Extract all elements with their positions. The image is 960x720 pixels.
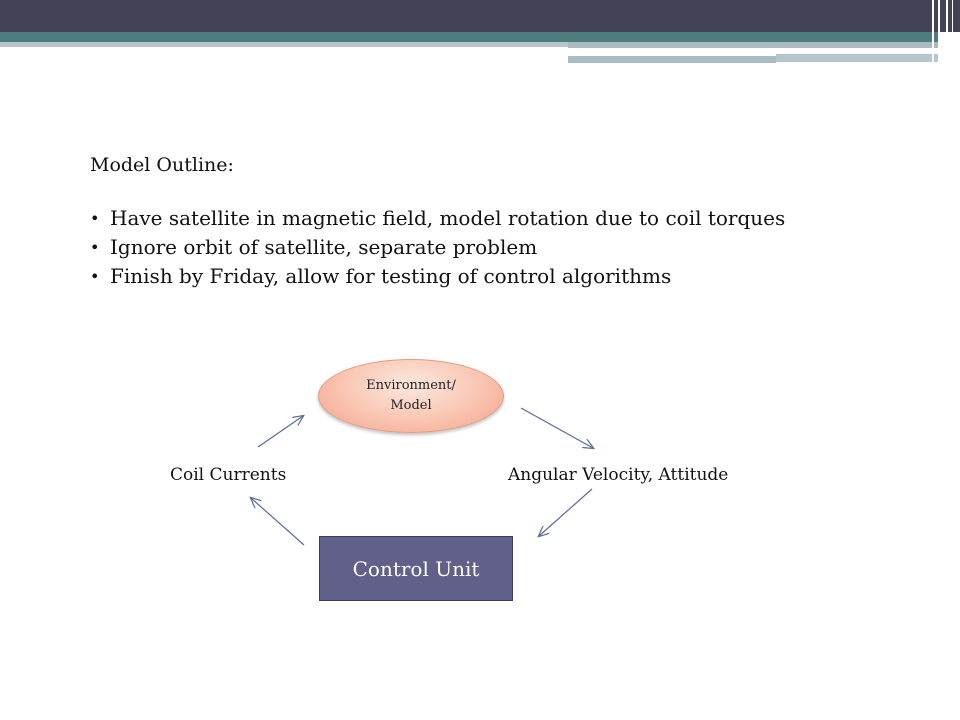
arrow-angular-to-control	[539, 489, 592, 536]
environment-model-label: Environment/ Model	[366, 378, 456, 413]
arrow-control-to-coil	[251, 498, 304, 545]
arrow-coil-to-environment	[258, 416, 303, 447]
coil-currents-label: Coil Currents	[170, 465, 287, 485]
control-unit-label: Control Unit	[352, 556, 480, 581]
control-unit-node	[319, 536, 513, 601]
environment-model-node	[318, 359, 504, 433]
angular-velocity-attitude-label: Angular Velocity, Attitude	[508, 465, 729, 485]
outline-bullet: • Ignore orbit of satellite, separate problem	[90, 233, 930, 262]
outline-bullet: • Have satellite in magnetic field, model rotation due to coil torques	[90, 204, 930, 233]
outline-bullet: • Finish by Friday, allow for testing of control algorithms	[90, 262, 930, 291]
arrow-environment-to-angular	[521, 408, 593, 448]
outline-heading: Model Outline:	[90, 154, 234, 176]
